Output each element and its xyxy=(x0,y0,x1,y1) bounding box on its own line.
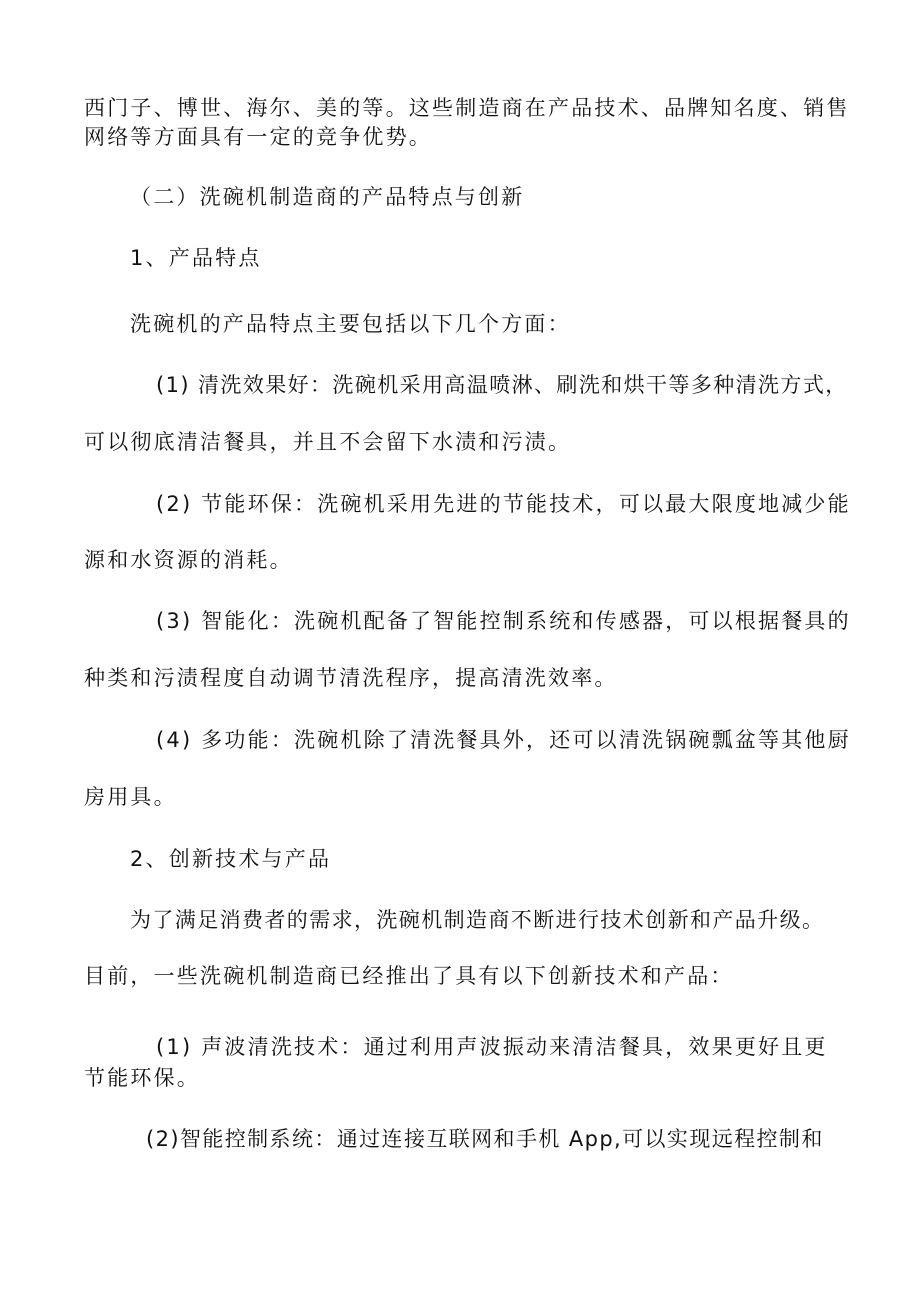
feature-2-line-2: 源和水资源的消耗。 xyxy=(84,548,293,572)
section-heading: （二）洗碗机制造商的产品特点与创新 xyxy=(130,185,525,209)
innovation-2-line-1: (2)智能控制系统：通过连接互联网和手机 App,可以实现远程控制和 xyxy=(146,1127,824,1151)
intro-line-2: 网络等方面具有一定的竞争优势。 xyxy=(84,125,432,149)
subheading-innovation: 2、创新技术与产品 xyxy=(130,847,332,871)
subheading-product-features: 1、产品特点 xyxy=(130,246,262,270)
intro-line-1: 西门子、博世、海尔、美的等。这些制造商在产品技术、品牌知名度、销售 xyxy=(84,96,850,120)
feature-1-line-2: 可以彻底清洁餐具，并且不会留下水渍和污渍。 xyxy=(84,430,572,454)
innovation-intro-line-1: 为了满足消费者的需求，洗碗机制造商不断进行技术创新和产品升级。 xyxy=(130,908,825,932)
feature-2-line-1: (2) 节能环保：洗碗机采用先进的节能技术，可以最大限度地减少能 xyxy=(156,492,851,516)
feature-4-line-1: (4) 多功能：洗碗机除了清洗餐具外，还可以清洗锅碗瓢盆等其他厨 xyxy=(156,728,851,752)
feature-3-line-2: 种类和污渍程度自动调节清洗程序，提高清洗效率。 xyxy=(84,666,618,690)
innovation-1-line-2: 节能环保。 xyxy=(84,1066,200,1090)
innovation-intro-line-2: 目前，一些洗碗机制造商已经推出了具有以下创新技术和产品： xyxy=(84,964,734,988)
innovation-1-line-1: (1) 声波清洗技术：通过利用声波振动来清洁餐具，效果更好且更 xyxy=(156,1035,828,1059)
feature-3-line-1: (3) 智能化：洗碗机配备了智能控制系统和传感器，可以根据餐具的 xyxy=(156,609,851,633)
feature-1-line-1: (1) 清洗效果好：洗碗机采用高温喷淋、刷洗和烘干等多种清洗方式， xyxy=(156,373,848,397)
features-intro-line: 洗碗机的产品特点主要包括以下几个方面： xyxy=(130,312,571,336)
feature-4-line-2: 房用具。 xyxy=(84,785,177,809)
